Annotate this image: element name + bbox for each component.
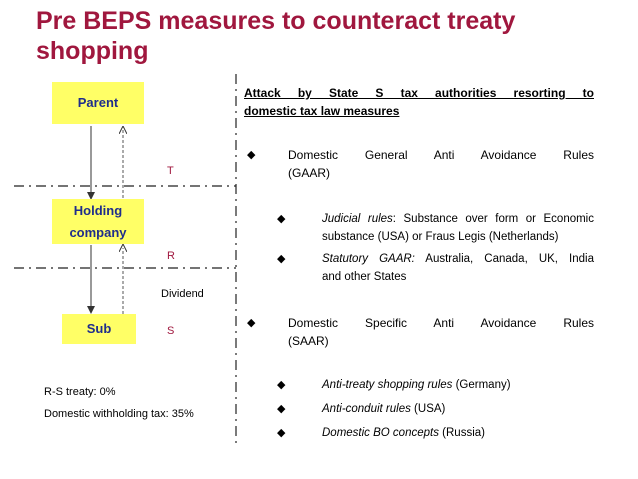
treaty-rate-text: R-S treaty: 0% (44, 386, 116, 398)
parent-box (52, 82, 144, 124)
holding-label-line2: company (69, 224, 127, 240)
diamond-bullet-icon: ◆ (277, 427, 286, 439)
saar-item-domestic-bo-rest: (Russia) (438, 427, 485, 439)
gaar-item-judicial (322, 210, 594, 246)
diamond-bullet-icon: ◆ (277, 213, 286, 225)
diamond-bullet-icon: ◆ (247, 149, 256, 161)
heading-line2: domestic tax law measures (244, 104, 400, 118)
diamond-bullet-icon: ◆ (277, 403, 286, 415)
saar-item-anti-treaty-em: Anti-treaty shopping rules (322, 379, 453, 391)
diamond-bullet-icon: ◆ (277, 253, 286, 265)
saar-item-anti-treaty (322, 376, 511, 394)
heading-line1: Attack by State S tax authorities resorting to (244, 86, 594, 100)
saar-item-anti-treaty-rest: (Germany) (452, 379, 511, 391)
gaar-item-statutory-rest1: Australia, Canada, UK, India (414, 253, 594, 265)
country-t-label: T (167, 165, 174, 177)
saar-item-anti-conduit (322, 400, 445, 418)
diamond-bullet-icon: ◆ (277, 379, 286, 391)
gaar-line1: Domestic General Anti Avoidance Rules (288, 148, 594, 162)
gaar-item-judicial-rest1: : Substance over form or Economic (392, 213, 594, 225)
diamond-bullet-icon: ◆ (247, 317, 256, 329)
withholding-tax-text: Domestic withholding tax: 35% (44, 408, 194, 420)
saar-item-domestic-bo-em: Domestic BO concepts (322, 427, 439, 439)
sub-label: Sub (86, 321, 112, 336)
holding-company-box (52, 199, 144, 244)
page-title: Pre BEPS measures to counteract treaty shopping (36, 7, 516, 65)
saar-line2: (SAAR) (288, 334, 329, 348)
gaar-line2: (GAAR) (288, 166, 330, 180)
country-r-label: R (167, 250, 175, 262)
saar-item-anti-conduit-em: Anti-conduit rules (322, 403, 411, 415)
gaar-heading (288, 146, 594, 182)
sub-box (62, 314, 136, 344)
parent-label: Parent (77, 95, 119, 110)
saar-item-domestic-bo (322, 424, 485, 442)
country-s-label: S (167, 325, 175, 337)
gaar-item-statutory (322, 250, 594, 286)
saar-line1: Domestic Specific Anti Avoidance Rules (288, 316, 594, 330)
gaar-item-statutory-rest2: and other States (322, 271, 407, 283)
gaar-item-statutory-em: Statutory GAAR: (322, 253, 415, 265)
dividend-label: Dividend (161, 288, 204, 300)
section-heading (244, 84, 594, 120)
holding-label-line1: Holding (73, 202, 123, 218)
gaar-item-judicial-rest2: substance (USA) or Fraus Legis (Netherlands) (322, 231, 559, 243)
saar-heading (288, 314, 594, 350)
saar-item-anti-conduit-rest: (USA) (410, 403, 446, 415)
gaar-item-judicial-em: Judicial rules (322, 213, 393, 225)
